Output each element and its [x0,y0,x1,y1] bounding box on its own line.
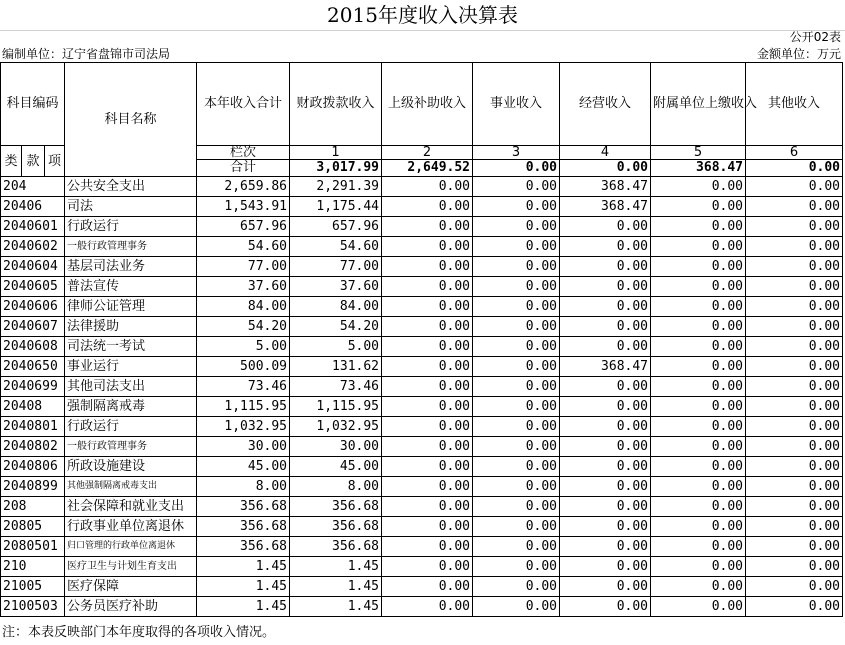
amount-cell: 2,291.39 [290,177,382,197]
amount-cell: 0.00 [560,417,651,437]
amount-cell: 0.00 [382,457,473,477]
subject-name: 法律援助 [65,317,197,337]
amount-cell: 0.00 [382,517,473,537]
amount-cell: 5.00 [197,337,290,357]
amount-cell: 356.68 [197,517,290,537]
amount-cell: 0.00 [560,477,651,497]
amount-cell: 0.00 [473,477,560,497]
amount-cell: 1.45 [290,597,382,617]
amount-cell: 0.00 [560,497,651,517]
table-row [1,237,843,257]
amount-cell: 356.68 [290,537,382,557]
amount-cell: 30.00 [197,437,290,457]
amount-cell: 356.68 [290,497,382,517]
amount-cell: 0.00 [746,357,843,377]
subject-name: 基层司法业务 [65,257,197,277]
amount-cell: 0.00 [382,217,473,237]
total-value: 3,017.99 [290,160,382,177]
subject-name: 一般行政管理事务 [65,237,197,257]
amount-cell: 1,543.91 [197,197,290,217]
amount-cell: 0.00 [382,377,473,397]
amount-cell: 0.00 [382,277,473,297]
amount-cell: 0.00 [473,557,560,577]
amount-cell: 0.00 [746,237,843,257]
amount-cell: 0.00 [382,417,473,437]
subject-code: 21005 [1,577,65,597]
amount-cell: 0.00 [746,417,843,437]
header-c5: 经营收入 [560,63,651,146]
subject-code: 2040601 [1,217,65,237]
amount-cell: 0.00 [473,537,560,557]
amount-cell: 0.00 [560,537,651,557]
col-num: 5 [651,146,746,160]
subject-code: 204 [1,177,65,197]
subject-code: 2040607 [1,317,65,337]
total-value: 0.00 [560,160,651,177]
amount-cell: 0.00 [560,437,651,457]
amount-cell: 45.00 [290,457,382,477]
amount-cell: 77.00 [197,257,290,277]
subject-name: 行政运行 [65,417,197,437]
subject-code: 2040699 [1,377,65,397]
amount-cell: 0.00 [651,177,746,197]
amount-cell: 0.00 [651,297,746,317]
amount-cell: 368.47 [560,197,651,217]
subject-name: 归口管理的行政单位离退休 [65,537,197,557]
amount-cell: 0.00 [382,597,473,617]
amount-cell: 0.00 [746,217,843,237]
amount-cell: 0.00 [473,197,560,217]
amount-cell: 0.00 [560,557,651,577]
amount-cell: 0.00 [473,257,560,277]
amount-cell: 500.09 [197,357,290,377]
amount-cell: 0.00 [651,517,746,537]
amount-cell: 77.00 [290,257,382,277]
table-row [1,477,843,497]
amount-cell: 1,175.44 [290,197,382,217]
table-row [1,417,843,437]
amount-cell: 0.00 [473,577,560,597]
amount-cell: 0.00 [746,517,843,537]
amount-cell: 0.00 [560,297,651,317]
amount-cell: 0.00 [473,357,560,377]
header-code: 科目编码 [1,63,65,146]
amount-cell: 1.45 [197,577,290,597]
amount-cell: 0.00 [473,337,560,357]
subject-name: 公务员医疗补助 [65,597,197,617]
amount-cell: 0.00 [746,257,843,277]
table-row [1,537,843,557]
amount-cell: 0.00 [382,357,473,377]
amount-cell: 5.00 [290,337,382,357]
subject-code: 2040650 [1,357,65,377]
table-row [1,497,843,517]
amount-cell: 73.46 [197,377,290,397]
amount-cell: 0.00 [473,377,560,397]
table-body [1,177,843,617]
subject-name: 医疗卫生与计划生育支出 [65,557,197,577]
subject-code: 2080501 [1,537,65,557]
amount-cell: 356.68 [290,517,382,537]
subject-code: 2040801 [1,417,65,437]
amount-cell: 0.00 [473,497,560,517]
table-row [1,217,843,237]
amount-cell: 84.00 [197,297,290,317]
header-c3: 上级补助收入 [382,63,473,146]
table-row [1,597,843,617]
amount-cell: 0.00 [651,457,746,477]
amount-cell: 0.00 [746,277,843,297]
subject-code: 2040608 [1,337,65,357]
amount-cell: 368.47 [560,357,651,377]
org-label: 编制单位：辽宁省盘锦市司法局 [2,47,171,61]
amount-cell: 2,659.86 [197,177,290,197]
header-name: 科目名称 [65,63,197,177]
header-c2: 财政拨款收入 [290,63,382,146]
amount-cell: 0.00 [473,297,560,317]
amount-cell: 0.00 [473,597,560,617]
col-num: 6 [746,146,843,160]
subject-code: 2040605 [1,277,65,297]
amount-cell: 0.00 [382,497,473,517]
subject-code: 20805 [1,517,65,537]
amount-cell: 1,032.95 [290,417,382,437]
amount-cell: 0.00 [746,577,843,597]
subject-name: 律师公证管理 [65,297,197,317]
lanci-label: 栏次 [197,146,290,160]
header-xiang: 项 [45,146,65,177]
report-title: 2015年度收入决算表 [327,3,518,27]
amount-cell: 54.20 [197,317,290,337]
table-row [1,197,843,217]
amount-cell: 0.00 [560,457,651,477]
subject-name: 其他司法支出 [65,377,197,397]
amount-cell: 0.00 [746,537,843,557]
header-row [1,63,843,146]
amount-cell: 0.00 [473,277,560,297]
amount-cell: 0.00 [746,437,843,457]
amount-cell: 1.45 [290,557,382,577]
subject-name: 行政运行 [65,217,197,237]
amount-cell: 54.20 [290,317,382,337]
header-lei: 类 [1,146,22,177]
table-row [1,177,843,197]
subject-name: 强制隔离戒毒 [65,397,197,417]
amount-cell: 0.00 [651,217,746,237]
table-row [1,577,843,597]
amount-cell: 0.00 [382,337,473,357]
subject-code: 20406 [1,197,65,217]
amount-cell: 0.00 [651,357,746,377]
subject-name: 所政设施建设 [65,457,197,477]
amount-cell: 0.00 [651,437,746,457]
table-row [1,457,843,477]
table-row [1,357,843,377]
amount-cell: 0.00 [651,317,746,337]
amount-cell: 0.00 [651,397,746,417]
amount-cell: 0.00 [651,337,746,357]
subject-code: 2040606 [1,297,65,317]
table-row [1,437,843,457]
amount-cell: 1.45 [197,557,290,577]
amount-cell: 0.00 [473,237,560,257]
title-divider [0,30,845,31]
amount-cell: 0.00 [473,217,560,237]
amount-cell: 356.68 [197,537,290,557]
table-row [1,277,843,297]
amount-cell: 0.00 [560,577,651,597]
subject-name: 一般行政管理事务 [65,437,197,457]
amount-cell: 0.00 [560,237,651,257]
amount-cell: 0.00 [746,177,843,197]
amount-cell: 0.00 [746,197,843,217]
amount-cell: 0.00 [746,477,843,497]
amount-cell: 0.00 [651,377,746,397]
amount-cell: 0.00 [746,457,843,477]
amount-cell: 657.96 [290,217,382,237]
amount-cell: 0.00 [473,317,560,337]
subject-name: 事业运行 [65,357,197,377]
amount-cell: 0.00 [382,537,473,557]
amount-cell: 0.00 [560,597,651,617]
table-row [1,397,843,417]
col-num: 1 [290,146,382,160]
amount-cell: 0.00 [746,497,843,517]
subject-name: 社会保障和就业支出 [65,497,197,517]
amount-cell: 0.00 [746,297,843,317]
amount-cell: 0.00 [651,557,746,577]
amount-cell: 0.00 [746,317,843,337]
table-row [1,557,843,577]
amount-cell: 0.00 [746,557,843,577]
total-label: 合计 [197,160,290,177]
amount-cell: 0.00 [651,257,746,277]
amount-cell: 657.96 [197,217,290,237]
col-num: 3 [473,146,560,160]
amount-cell: 54.60 [290,237,382,257]
subject-code: 2040802 [1,437,65,457]
amount-cell: 0.00 [746,337,843,357]
amount-cell: 0.00 [473,517,560,537]
table-row [1,257,843,277]
amount-cell: 0.00 [382,297,473,317]
total-value: 0.00 [473,160,560,177]
revenue-table [0,62,843,617]
subject-code: 20408 [1,397,65,417]
amount-cell: 0.00 [560,377,651,397]
header-kuan: 款 [22,146,45,177]
header-c7: 其他收入 [746,63,843,146]
amount-cell: 0.00 [473,437,560,457]
subject-name: 司法 [65,197,197,217]
amount-cell: 84.00 [290,297,382,317]
subject-code: 2040604 [1,257,65,277]
col-num: 4 [560,146,651,160]
total-value: 0.00 [746,160,843,177]
amount-cell: 0.00 [746,597,843,617]
amount-cell: 0.00 [382,317,473,337]
amount-cell: 0.00 [651,477,746,497]
amount-cell: 0.00 [651,537,746,557]
amount-cell: 0.00 [560,257,651,277]
amount-cell: 0.00 [560,317,651,337]
amount-cell: 1,115.95 [197,397,290,417]
amount-cell: 0.00 [382,177,473,197]
amount-cell: 0.00 [651,497,746,517]
amount-cell: 0.00 [746,377,843,397]
table-row [1,377,843,397]
amount-cell: 0.00 [382,437,473,457]
subject-code: 208 [1,497,65,517]
subject-name: 其他强制隔离戒毒支出 [65,477,197,497]
amount-cell: 0.00 [560,337,651,357]
amount-cell: 131.62 [290,357,382,377]
amount-cell: 1,115.95 [290,397,382,417]
subject-code: 2040602 [1,237,65,257]
amount-cell: 0.00 [382,397,473,417]
amount-cell: 0.00 [473,177,560,197]
amount-cell: 0.00 [560,277,651,297]
amount-cell: 73.46 [290,377,382,397]
subject-name: 医疗保障 [65,577,197,597]
subject-name: 普法宣传 [65,277,197,297]
amount-cell: 0.00 [560,517,651,537]
amount-cell: 1,032.95 [197,417,290,437]
total-value: 2,649.52 [382,160,473,177]
form-code: 公开02表 [789,30,841,44]
amount-cell: 0.00 [382,257,473,277]
amount-cell: 37.60 [197,277,290,297]
amount-cell: 54.60 [197,237,290,257]
amount-cell: 0.00 [651,277,746,297]
amount-cell: 1.45 [290,577,382,597]
amount-cell: 368.47 [560,177,651,197]
amount-cell: 0.00 [651,417,746,437]
footnote: 注：本表反映部门本年度取得的各项收入情况。 [2,625,276,640]
subject-name: 行政事业单位离退休 [65,517,197,537]
amount-cell: 0.00 [382,577,473,597]
amount-cell: 0.00 [746,397,843,417]
subject-name: 公共安全支出 [65,177,197,197]
amount-cell: 0.00 [651,197,746,217]
amount-cell: 8.00 [197,477,290,497]
amount-cell: 0.00 [382,477,473,497]
amount-cell: 0.00 [651,577,746,597]
amount-cell: 0.00 [382,557,473,577]
table-row [1,337,843,357]
header-c4: 事业收入 [473,63,560,146]
amount-cell: 356.68 [197,497,290,517]
amount-cell: 30.00 [290,437,382,457]
subject-name: 司法统一考试 [65,337,197,357]
total-value: 368.47 [651,160,746,177]
amount-cell: 0.00 [560,397,651,417]
unit-label: 金额单位：万元 [756,47,841,61]
amount-cell: 0.00 [382,197,473,217]
table-row [1,517,843,537]
subject-code: 210 [1,557,65,577]
subject-code: 2040806 [1,457,65,477]
amount-cell: 0.00 [382,237,473,257]
col-num: 2 [382,146,473,160]
amount-cell: 0.00 [473,397,560,417]
amount-cell: 45.00 [197,457,290,477]
amount-cell: 8.00 [290,477,382,497]
amount-cell: 37.60 [290,277,382,297]
amount-cell: 0.00 [651,237,746,257]
header-c1: 本年收入合计 [197,63,290,146]
amount-cell: 1.45 [197,597,290,617]
table-row [1,297,843,317]
amount-cell: 0.00 [651,597,746,617]
amount-cell: 0.00 [473,417,560,437]
table-row [1,317,843,337]
subject-code: 2040899 [1,477,65,497]
subject-code: 2100503 [1,597,65,617]
header-c6: 附属单位上缴收入 [651,63,746,146]
amount-cell: 0.00 [560,217,651,237]
amount-cell: 0.00 [473,457,560,477]
